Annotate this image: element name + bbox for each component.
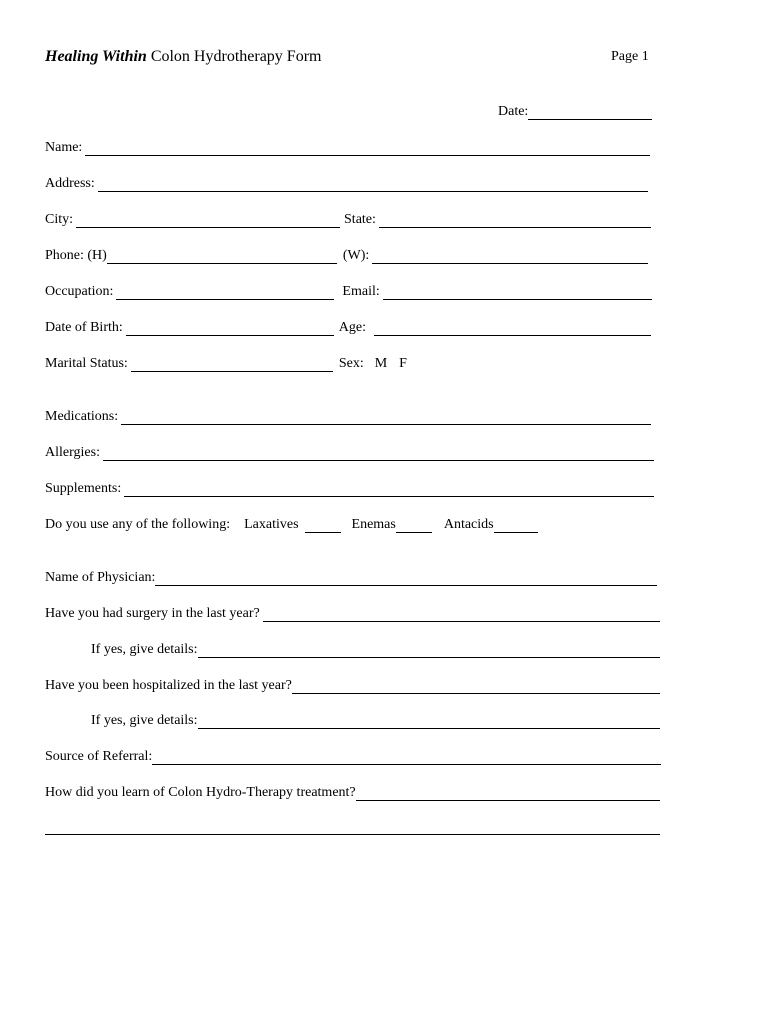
city-state-row bbox=[45, 212, 651, 228]
learned-row bbox=[45, 785, 660, 801]
surgery-details-label: If yes, give details: bbox=[91, 642, 198, 657]
phone-work-label: (W): bbox=[342, 248, 370, 263]
use-following-label: Do you use any of the following: bbox=[45, 517, 231, 532]
address-field[interactable] bbox=[98, 178, 648, 192]
name-label: Name: bbox=[45, 140, 83, 155]
referral-row bbox=[45, 749, 661, 765]
physician-row bbox=[45, 570, 657, 586]
allergies-row bbox=[45, 445, 654, 461]
sex-label: Sex: bbox=[338, 356, 364, 371]
date-label: Date: bbox=[498, 104, 529, 119]
learned-field[interactable] bbox=[356, 787, 660, 801]
phone-work-field[interactable] bbox=[372, 250, 648, 264]
name-row bbox=[45, 140, 650, 156]
supplements-field[interactable] bbox=[124, 483, 654, 497]
form-title bbox=[45, 48, 321, 66]
antacids-field[interactable] bbox=[494, 519, 538, 533]
age-field[interactable] bbox=[374, 322, 651, 336]
hospitalized-details-field[interactable] bbox=[198, 715, 660, 729]
city-label: City: bbox=[45, 212, 74, 227]
laxatives-label: Laxatives bbox=[244, 517, 299, 532]
marital-status-field[interactable] bbox=[131, 358, 333, 372]
phone-home-label: Phone: (H) bbox=[45, 248, 107, 263]
name-field[interactable] bbox=[85, 142, 650, 156]
learned-label: How did you learn of Colon Hydro-Therapy treatment? bbox=[45, 785, 356, 800]
address-label: Address: bbox=[45, 176, 95, 191]
date-row bbox=[498, 104, 652, 120]
hospitalized-field[interactable] bbox=[292, 680, 660, 694]
form-title-text: Colon Hydrotherapy Form bbox=[146, 48, 322, 65]
dob-field[interactable] bbox=[126, 322, 334, 336]
surgery-details-row bbox=[91, 642, 660, 658]
sex-option-f[interactable]: F bbox=[399, 356, 407, 371]
antacids-label: Antacids bbox=[443, 517, 494, 532]
email-label: Email: bbox=[342, 284, 380, 299]
medications-label: Medications: bbox=[45, 409, 119, 424]
hospitalized-row bbox=[45, 678, 660, 694]
medications-field[interactable] bbox=[121, 411, 651, 425]
state-field[interactable] bbox=[379, 214, 651, 228]
dob-age-row bbox=[45, 320, 651, 336]
physician-label: Name of Physician: bbox=[45, 570, 156, 585]
brand-name: Healing Within bbox=[45, 48, 147, 65]
laxatives-field[interactable] bbox=[305, 519, 341, 533]
marital-sex-row bbox=[45, 356, 407, 372]
occupation-label: Occupation: bbox=[45, 284, 114, 299]
phone-home-field[interactable] bbox=[107, 250, 337, 264]
phone-row bbox=[45, 248, 648, 264]
city-field[interactable] bbox=[76, 214, 340, 228]
surgery-details-field[interactable] bbox=[198, 644, 660, 658]
surgery-label: Have you had surgery in the last year? bbox=[45, 606, 260, 621]
learned-continuation-row bbox=[45, 821, 660, 835]
date-field[interactable] bbox=[528, 106, 652, 120]
use-following-row bbox=[45, 517, 538, 533]
surgery-field[interactable] bbox=[263, 608, 660, 622]
supplements-label: Supplements: bbox=[45, 481, 122, 496]
enemas-label: Enemas bbox=[351, 517, 396, 532]
occupation-email-row bbox=[45, 284, 652, 300]
referral-field[interactable] bbox=[152, 751, 661, 765]
hospitalized-details-row bbox=[91, 713, 660, 729]
page-number: Page 1 bbox=[611, 49, 649, 64]
hospitalized-label: Have you been hospitalized in the last year? bbox=[45, 678, 292, 693]
hospitalized-details-label: If yes, give details: bbox=[91, 713, 198, 728]
allergies-field[interactable] bbox=[103, 447, 654, 461]
age-label: Age: bbox=[338, 320, 366, 335]
enemas-field[interactable] bbox=[396, 519, 432, 533]
email-field[interactable] bbox=[383, 286, 652, 300]
state-label: State: bbox=[344, 212, 376, 227]
marital-status-label: Marital Status: bbox=[45, 356, 128, 371]
surgery-row bbox=[45, 606, 660, 622]
learned-continuation-field[interactable] bbox=[45, 821, 660, 835]
medications-row bbox=[45, 409, 651, 425]
allergies-label: Allergies: bbox=[45, 445, 100, 460]
address-row bbox=[45, 176, 648, 192]
supplements-row bbox=[45, 481, 654, 497]
occupation-field[interactable] bbox=[116, 286, 334, 300]
referral-label: Source of Referral: bbox=[45, 749, 153, 764]
dob-label: Date of Birth: bbox=[45, 320, 123, 335]
physician-field[interactable] bbox=[155, 572, 657, 586]
sex-option-m[interactable]: M bbox=[374, 356, 388, 371]
